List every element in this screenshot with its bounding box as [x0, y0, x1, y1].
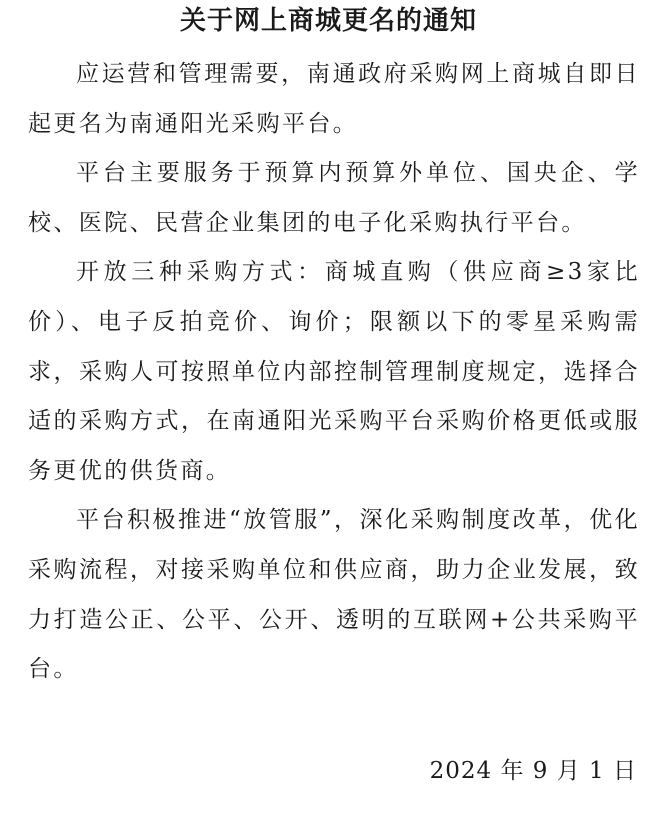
paragraph-services: 平台主要服务于预算内预算外单位、国央企、学校、医院、民营企业集团的电子化采购执行平台。	[28, 160, 640, 236]
paragraph-goals: 平台积极推进“放管服”，深化采购制度改革，优化采购流程，对接采购单位和供应商，助力企业发展，致力打造公正、公平、公开、透明的互联网+公共采购平台。	[28, 507, 640, 683]
paragraph-methods: 开放三种采购方式：商城直购（供应商≥3家比价）、电子反拍竞价、询价；限额以下的零星采购需求，采购人可按照单位内部控制管理制度规定，选择合适的采购方式，在南通阳光采购平台采购价格更低或服务更优的供货商。	[28, 259, 640, 484]
notice-body	[28, 50, 640, 695]
notice-title: 关于网上商城更名的通知	[179, 6, 477, 36]
notice-date: 2024 年 9 月 1 日	[429, 758, 637, 784]
paragraph-rename: 应运营和管理需要，南通政府采购网上商城自即日起更名为南通阳光采购平台。	[28, 61, 640, 137]
